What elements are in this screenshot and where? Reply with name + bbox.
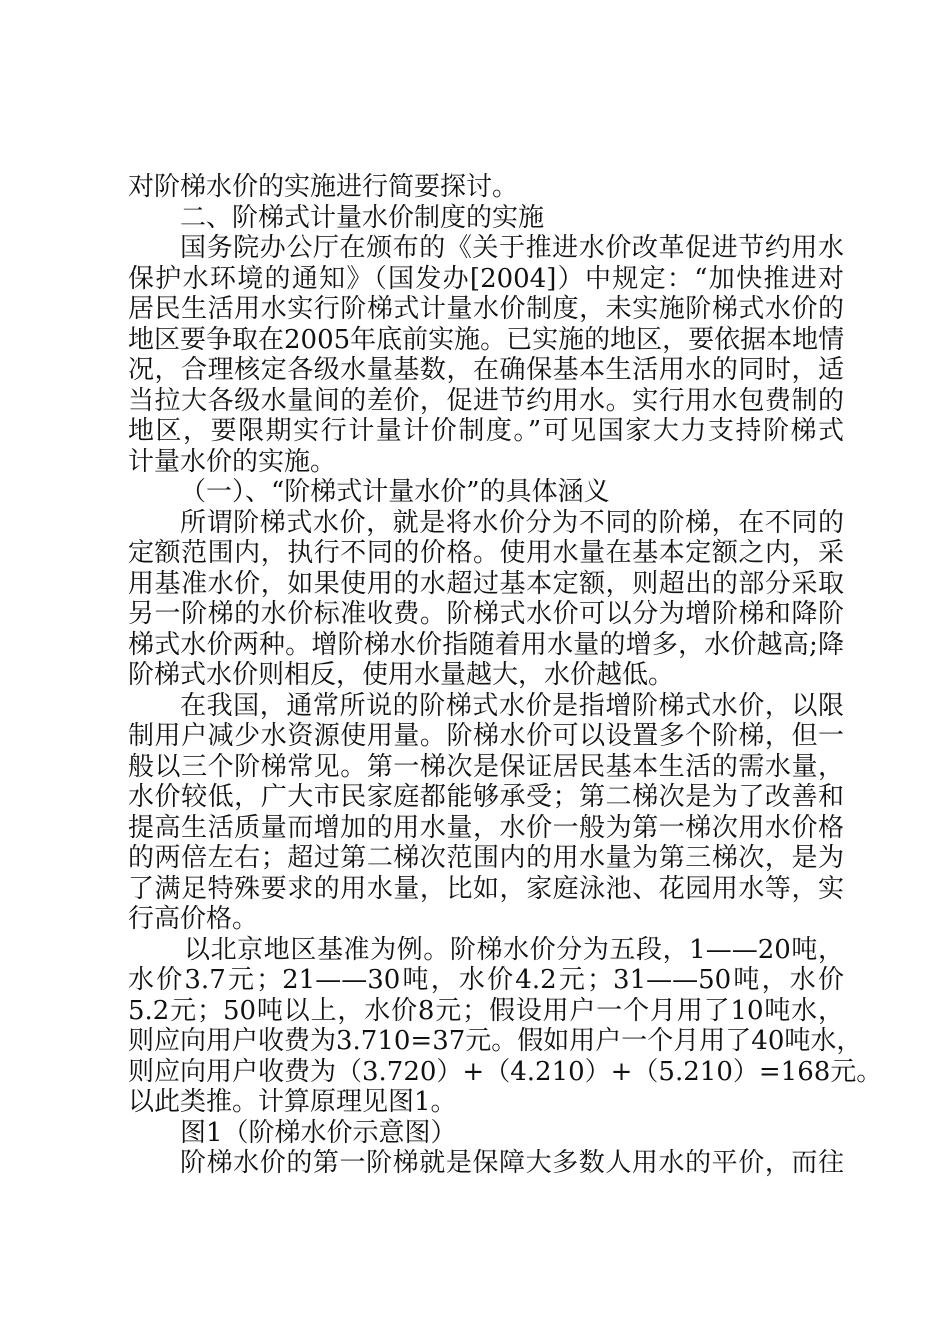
text-line: 制用户减少水资源使用量。阶梯水价可以设置多个阶梯，但一	[128, 721, 844, 751]
text-line: 水价3.7元；21——30吨，水价4.2元；31——50吨，水价	[128, 965, 844, 995]
text-line: 水价较低，广大市民家庭都能够承受；第二梯次是为了改善和	[128, 782, 844, 812]
text-line: 提高生活质量而增加的用水量，水价一般为第一梯次用水价格	[128, 812, 844, 843]
text-line: 了满足特殊要求的用水量，比如，家庭泳池、花园用水等，实	[128, 873, 844, 904]
text-line: 以此类推。计算原理见图1。	[128, 1087, 457, 1117]
text-line: 国务院办公厅在颁布的《关于推进水价改革促进节约用水	[180, 233, 844, 263]
text-line: 用基准水价，如果使用的水超过基本定额，则超出的部分采取	[128, 568, 844, 599]
text-line: 在我国，通常所说的阶梯式水价是指增阶梯式水价，以限	[180, 690, 844, 721]
text-line: 行高价格。	[128, 904, 259, 934]
text-line: 所谓阶梯式水价，就是将水价分为不同的阶梯，在不同的	[180, 507, 844, 538]
text-line: 地区，要限期实行计量计价制度。”可见国家大力支持阶梯式	[128, 416, 844, 446]
text-line: 另一阶梯的水价标准收费。阶梯式水价可以分为增阶梯和降阶	[128, 599, 844, 629]
figure-caption: 图1（阶梯水价示意图）	[180, 1117, 457, 1148]
text-line: 当拉大各级水量间的差价，促进节约用水。实行用水包费制的	[128, 385, 844, 416]
text-line: 阶梯式水价则相反，使用水量越大，水价越低。	[128, 660, 675, 690]
text-line: 则应向用户收费为（3.720）+（4.210）+（5.210）=168元。	[128, 1056, 883, 1087]
subsection-heading: （一）、“阶梯式计量水价”的具体涵义	[180, 477, 610, 507]
section-heading: 二、阶梯式计量水价制度的实施	[180, 202, 545, 233]
text-line: 阶梯水价的第一阶梯就是保障大多数人用水的平价，而往	[180, 1148, 844, 1178]
text-line: 般以三个阶梯常见。第一梯次是保证居民基本生活的需水量，	[128, 751, 844, 782]
text-line: 定额范围内，执行不同的价格。使用水量在基本定额之内，采	[128, 538, 844, 568]
text-line: 况，合理核定各级水量基数，在确保基本生活用水的同时，适	[128, 355, 844, 385]
text-line: 以北京地区基准为例。阶梯水价分为五段，1——20吨，	[184, 934, 844, 965]
text-line: 梯式水价两种。增阶梯水价指随着用水量的增多，水价越高;降	[128, 629, 844, 660]
text-line: 5.2元；50吨以上，水价8元；假设用户一个月用了10吨水，	[128, 995, 844, 1026]
text-line: 地区要争取在2005年底前实施。已实施的地区，要依据本地情	[128, 324, 845, 355]
text-line: 保护水环境的通知》（国发办[2004]）中规定：“加快推进对	[128, 263, 844, 294]
text-line: 则应向用户收费为3.710=37元。假如用户一个月用了40吨水，	[128, 1026, 863, 1056]
document-body	[128, 172, 883, 1179]
text-line: 居民生活用水实行阶梯式计量水价制度，未实施阶梯式水价的	[128, 294, 844, 324]
text-line: 对阶梯水价的实施进行简要探讨。	[128, 172, 519, 202]
text-line: 计量水价的实施。	[128, 446, 337, 477]
text-line: 的两倍左右；超过第二梯次范围内的用水量为第三梯次，是为	[128, 843, 844, 873]
